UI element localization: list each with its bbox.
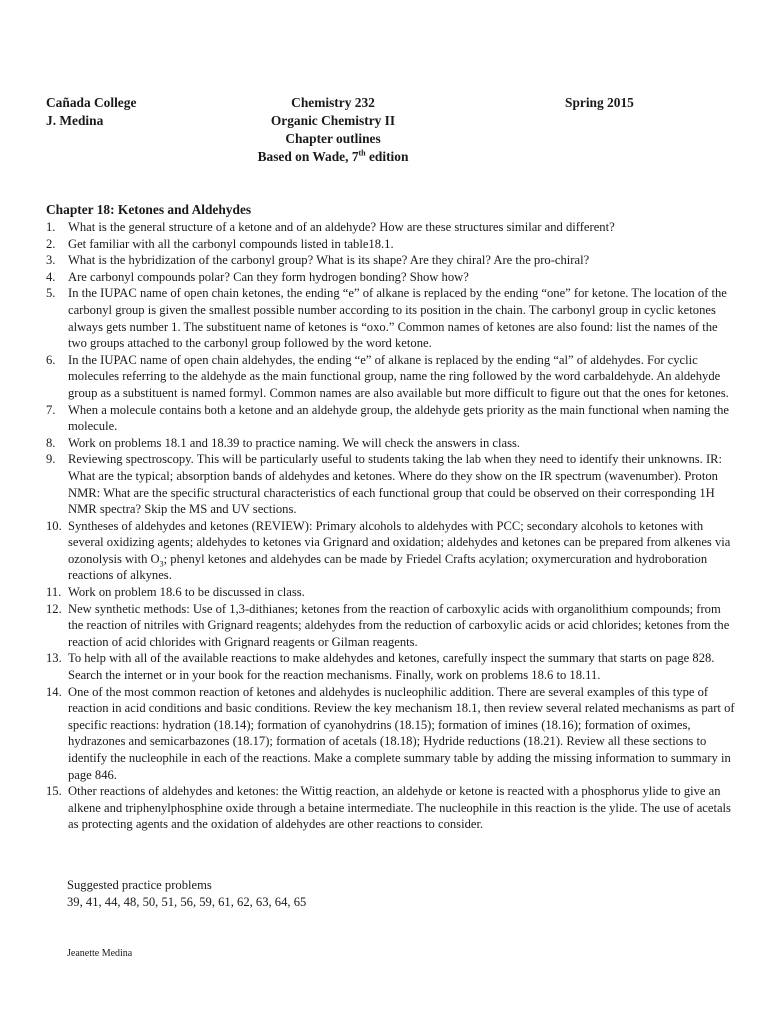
list-item bbox=[46, 584, 736, 601]
course-code: Chemistry 232 bbox=[291, 95, 375, 110]
practice-list: 39, 41, 44, 48, 50, 51, 56, 59, 61, 62, 63, 64, 65 bbox=[67, 895, 307, 909]
item-text: Reviewing spectroscopy. This will be particularly useful to students taking the lab when they need to identify their unknowns. IR: What are the typical; absorption bands of aldehydes and ketones. Where do they show on the IR spectrum (wavenumber). Proton NMR: What are the specific structural characteristics of each functional group that could be observed on their corresponding 1H NMR spectra? Skip the MS and UV sections. bbox=[68, 452, 723, 517]
practice-problems bbox=[67, 877, 306, 911]
ozone-subscript: 3 bbox=[159, 559, 164, 569]
item-number: 4. bbox=[46, 269, 56, 284]
item-number: 8. bbox=[46, 435, 56, 450]
item-text bbox=[68, 519, 730, 583]
edition-superscript: th bbox=[358, 148, 366, 158]
item-text-part: Syntheses of aldehydes and ketones (REVIEW): Primary alcohols to aldehydes with PCC; secondary alcohols to ketones with several oxidizing agents; aldehydes to ketones via Grignard and oxidation; aldehydes and ketones can be prepared from alkenes via ozonolysis with O bbox=[68, 518, 731, 566]
item-number: 10. bbox=[46, 518, 62, 533]
textbook-reference bbox=[198, 148, 468, 166]
item-text: What is the hybridization of the carbonyl group? What is its shape? Are they chiral? Are the pro-chiral? bbox=[68, 253, 590, 268]
item-number: 15. bbox=[46, 784, 62, 799]
instructor-name: J. Medina bbox=[46, 113, 104, 128]
list-item bbox=[46, 402, 736, 435]
list-item bbox=[46, 285, 736, 351]
item-number: 5. bbox=[46, 286, 56, 301]
item-text: What is the general structure of a ketone and of an aldehyde? How are these structures similar and different? bbox=[68, 220, 615, 234]
college-name: Cañada College bbox=[46, 95, 137, 110]
chapter-title: Chapter 18: Ketones and Aldehydes bbox=[46, 202, 252, 217]
item-number: 9. bbox=[46, 452, 56, 467]
list-item bbox=[46, 435, 736, 452]
item-text: New synthetic methods: Use of 1,3-dithianes; ketones from the reaction of carboxylic acids with organolithium compounds; from the reaction of nitriles with Grignard reagents; aldehydes from the reduction of carboxylic acids or acid chlorides; ketones from the reaction of acid chlorides with Grignard reagents or Gilman reagents. bbox=[68, 601, 730, 649]
list-item bbox=[46, 518, 736, 584]
list-item bbox=[46, 352, 736, 402]
item-number: 11. bbox=[46, 585, 62, 600]
item-number: 14. bbox=[46, 684, 62, 699]
list-item bbox=[46, 451, 736, 517]
item-text: Are carbonyl compounds polar? Can they form hydrogen bonding? Show how? bbox=[68, 269, 469, 284]
item-text: To help with all of the available reactions to make aldehydes and ketones, carefully inspect the summary that starts on page 828. Search the internet or in your book for the reaction mechanisms. Finally, work on problems 18.6 to 18.11. bbox=[68, 651, 715, 683]
list-item bbox=[46, 684, 736, 784]
item-text: In the IUPAC name of open chain ketones, the ending “e” of alkane is replaced by the ending “one” for ketone. The location of the carbonyl group is given the smallest possible number according to its position in the chain. The carbonyl group in cyclic ketones always gets number 1. The substituent name of ketones is “oxo.” Common names of ketones are also found: list the names of the two groups attached to the carbonyl group followed by the word ketone. bbox=[68, 286, 727, 351]
item-text: Other reactions of aldehydes and ketones: the Wittig reaction, an aldehyde or ketone is reacted with a phosphorus ylide to give an alkene and triphenylphosphine oxide through a betaine intermediate. The nucleophile in this reaction is the ylide. The use of acetals as protecting agents and the oxidation of aldehydes are other reactions to consider. bbox=[68, 784, 731, 832]
practice-heading: Suggested practice problems bbox=[67, 878, 212, 892]
item-text-part: ; phenyl ketones and aldehydes can be made by Friedel Crafts acylation; oxymercuration and hydroboration reactions of alkynes. bbox=[68, 551, 708, 583]
item-number: 12. bbox=[46, 601, 62, 616]
list-item bbox=[46, 252, 736, 269]
list-item bbox=[46, 601, 736, 651]
textbook-reference-suffix: edition bbox=[365, 149, 409, 164]
item-text: Get familiar with all the carbonyl compounds listed in table18.1. bbox=[68, 236, 394, 251]
list-item bbox=[46, 650, 736, 683]
list-item bbox=[46, 236, 736, 253]
footer-author: Jeanette Medina bbox=[67, 948, 133, 959]
item-text: Work on problem 18.6 to be discussed in class. bbox=[68, 585, 305, 600]
item-number: 6. bbox=[46, 352, 56, 367]
item-text: When a molecule contains both a ketone and an aldehyde group, the aldehyde gets priority as the main functional when naming the molecule. bbox=[68, 402, 729, 434]
item-number: 2. bbox=[46, 236, 56, 251]
item-number: 1. bbox=[46, 220, 56, 234]
header-left bbox=[46, 94, 136, 130]
chapter-section bbox=[46, 201, 736, 833]
semester: Spring 2015 bbox=[565, 95, 634, 110]
list-item bbox=[46, 269, 736, 286]
course-title: Organic Chemistry II bbox=[270, 113, 396, 128]
item-text: One of the most common reaction of ketones and aldehydes is nucleophilic addition. There are several examples of this type of reaction in acid conditions and basic conditions. Review the key mechanism 18.1, then review several related mechanisms as part of specific reactions: hydration (18.14); formation of cyanohydrins (18.15); formation of imines (18.16); formation of oximes, hydrazones and semicarbazones (18.17); formation of acetals (18.18); Hydride reductions (18.21). Review all these sections to identify the nucleophile in each of the reactions. Make a complete summary table by adding the missing information to summary in page 846. bbox=[68, 684, 735, 782]
item-number: 3. bbox=[46, 253, 56, 268]
header-right bbox=[565, 94, 634, 112]
item-number: 13. bbox=[46, 651, 62, 666]
outline-list bbox=[46, 219, 736, 833]
item-text: In the IUPAC name of open chain aldehydes, the ending “e” of alkane is replaced by the ending “al” of aldehydes. For cyclic molecules referring to the aldehyde as the main functional group, name the ring followed by the word carbaldehyde. An aldehyde group as a substituent is named formyl. Common names are also available but more difficult to figure out that the ones for ketones. bbox=[68, 352, 729, 400]
item-text: Work on problems 18.1 and 18.39 to practice naming. We will check the answers in class. bbox=[68, 435, 521, 450]
item-number: 7. bbox=[46, 402, 56, 417]
list-item bbox=[46, 219, 736, 236]
list-item bbox=[46, 783, 736, 833]
header-center bbox=[198, 94, 468, 166]
textbook-reference-text: Based on Wade, 7 bbox=[257, 149, 359, 164]
document-type: Chapter outlines bbox=[285, 131, 381, 146]
